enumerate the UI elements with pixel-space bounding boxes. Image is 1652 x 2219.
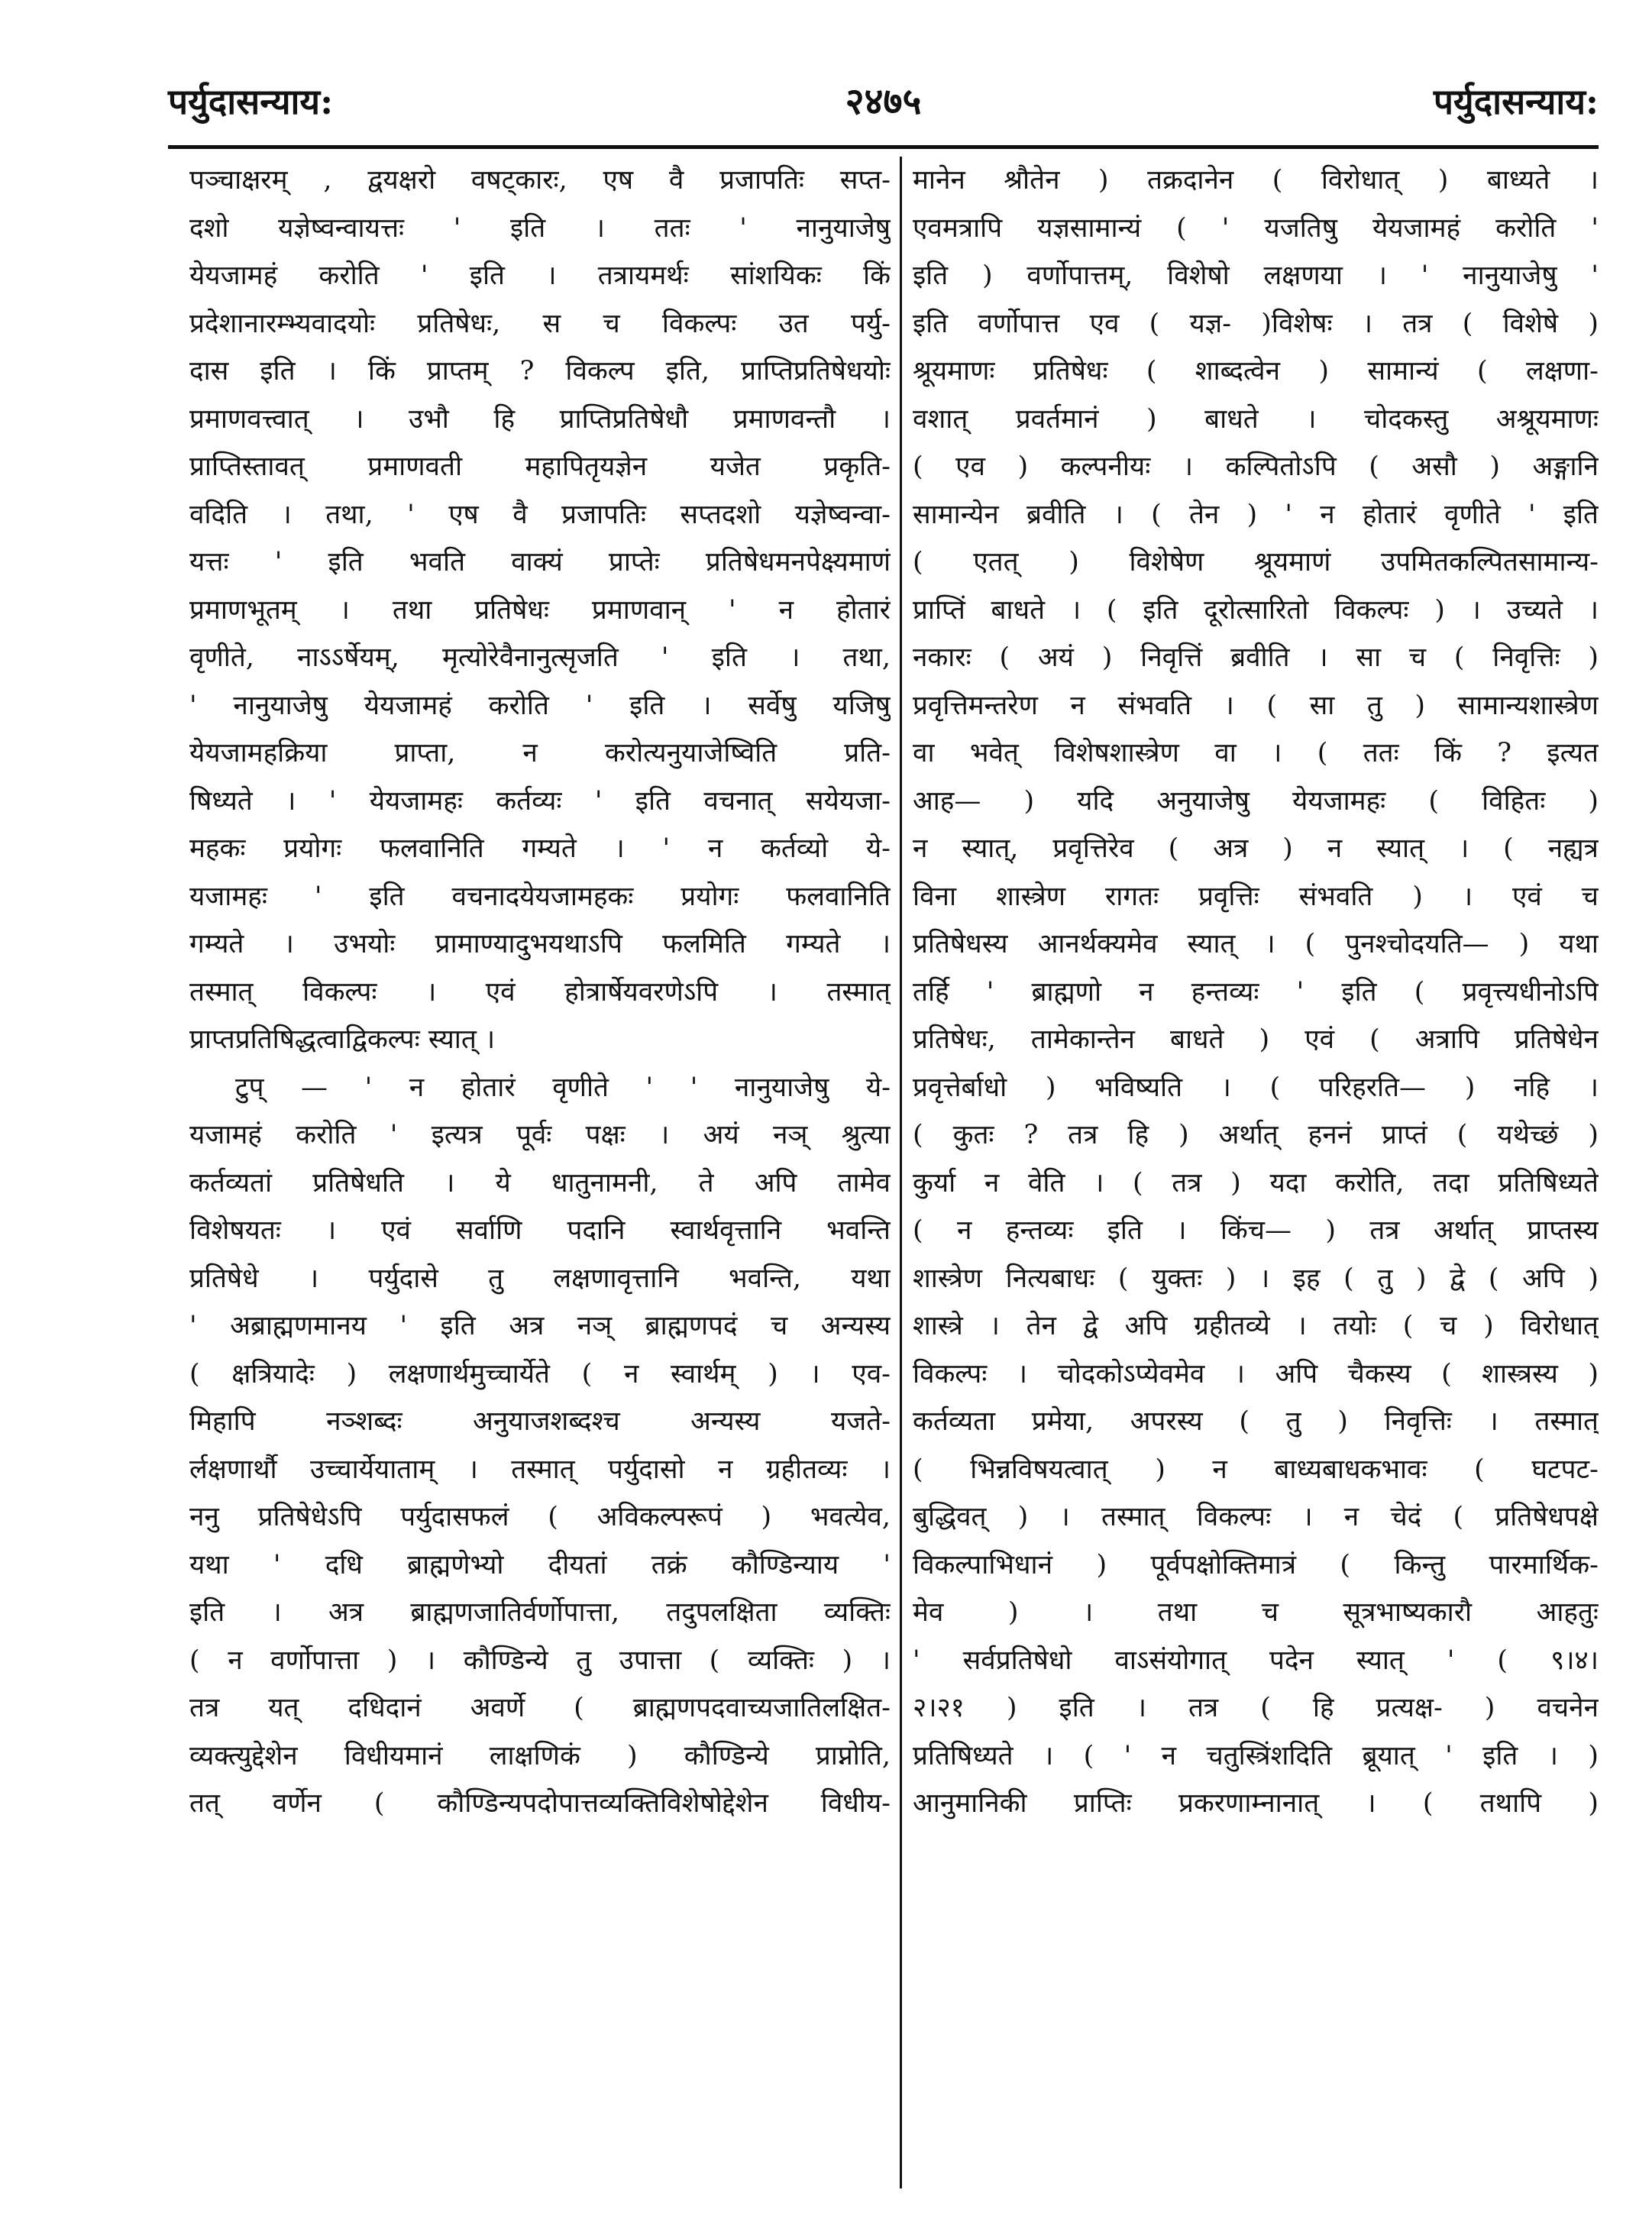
line-text: ' नानुयाजेषु येयजामहं करोति ' इति । सर्वेषु यजिषु xyxy=(189,690,891,721)
text-line xyxy=(913,825,1599,873)
text-line xyxy=(189,1302,891,1350)
line-text: प्राप्तप्रतिषिद्धत्वाद्विकल्पः स्यात् । xyxy=(189,1024,496,1055)
line-text: ननु प्रतिषेधेऽपि पर्युदासफलं ( अविकल्परूपं ) भवत्येव, xyxy=(189,1502,891,1532)
text-line xyxy=(913,300,1599,348)
line-text: कर्तव्यतां प्रतिषेधति । ये धातुनामनी, ते अपि तामेव xyxy=(189,1167,891,1198)
line-text: कर्तव्यता प्रमेया, अपरस्य ( तु ) निवृत्तिः । तस्मात् xyxy=(913,1406,1599,1437)
line-text: इति वर्णोपात्त एव ( यज्ञ- )विशेषः । तत्र ( विशेषे ) xyxy=(913,308,1599,339)
running-title-right: पर्युदासन्याय: xyxy=(1433,81,1599,122)
line-text: मेव ) । तथा च सूत्रभाष्यकारौ आहतुः xyxy=(913,1597,1599,1628)
line-text: ( न हन्तव्यः इति । किंच— ) तत्र अर्थात् प्राप्तस्य xyxy=(913,1215,1599,1246)
line-text: येयजामहं करोति ' इति । तत्रायमर्थः सांशयिकः किं xyxy=(189,260,891,291)
text-line xyxy=(189,1016,891,1064)
text-line xyxy=(913,920,1599,969)
line-text: प्रतिषिध्यते । ( ' न चतुस्त्रिंशदिति ब्रूयात् ' इति । ) xyxy=(913,1740,1599,1771)
line-text: प्रदेशानारम्भ्यवादयोः प्रतिषेधः, स च विकल्पः उत पर्यु- xyxy=(189,308,891,339)
text-line xyxy=(189,1350,891,1399)
text-line xyxy=(913,396,1599,444)
line-text: प्रमाणवत्त्वात् । उभौ हि प्राप्तिप्रतिषेधौ प्रमाणवन्तौ । xyxy=(189,403,891,435)
text-line xyxy=(913,873,1599,921)
text-line xyxy=(189,1541,891,1590)
text-line xyxy=(913,1398,1599,1446)
line-text: प्रतिषेधस्य आनर्थक्यमेव स्यात् । ( पुनश्चोदयति— ) यथा xyxy=(913,929,1599,959)
line-text: व्यक्त्युद्देशेन विधीयमानं लाक्षणिकं ) कौण्डिन्ये प्राप्नोति, xyxy=(189,1740,891,1771)
line-text: टुप् — ' न होतारं वृणीते ' ' नानुयाजेषु ये- xyxy=(235,1072,891,1103)
text-line xyxy=(189,634,891,682)
line-text: प्राप्तिस्तावत् प्रमाणवती महापितृयज्ञेन यजेत प्रकृति- xyxy=(189,451,891,482)
text-line xyxy=(913,1111,1599,1160)
text-line xyxy=(189,1446,891,1494)
line-text: यथा ' दधि ब्राह्मणेभ्यो दीयतां तक्रं कौण्डिन्याय ' xyxy=(189,1549,891,1580)
text-line xyxy=(189,873,891,921)
text-line xyxy=(189,1637,891,1685)
line-text: प्रतिषेधः, तामेकान्तेन बाधते ) एवं ( अत्रापि प्रतिषेधेन xyxy=(913,1024,1599,1055)
line-text: तस्मात् विकल्पः । एवं होत्रार्षेयवरणेऽपि । तस्मात् xyxy=(189,976,891,1008)
text-line xyxy=(189,539,891,587)
text-line xyxy=(913,1446,1599,1494)
text-line xyxy=(913,1207,1599,1255)
line-text: शास्त्रे । तेन द्वे अपि ग्रहीतव्ये । तयोः ( च ) विरोधात् xyxy=(913,1311,1599,1341)
line-text: वा भवेत् विशेषशास्त्रेण वा । ( ततः किं ? इत्यत xyxy=(913,738,1599,768)
text-line xyxy=(189,1684,891,1732)
text-line xyxy=(189,491,891,539)
line-text: र्लक्षणार्थौ उच्चार्येयाताम् । तस्मात् पर्युदासो न ग्रहीतव्यः । xyxy=(189,1454,891,1485)
text-line xyxy=(913,252,1599,300)
text-line xyxy=(913,634,1599,682)
line-text: मिहापि नञ्शब्दः अनुयाजशब्दश्च अन्यस्य यजते- xyxy=(189,1406,891,1437)
text-line xyxy=(913,1732,1599,1781)
text-line xyxy=(189,348,891,396)
line-text: प्राप्तिं बाधते । ( इति दूरोत्सारितो विकल्पः ) । उच्यते । xyxy=(913,594,1599,626)
text-line xyxy=(913,491,1599,539)
line-text: विकल्पाभिधानं ) पूर्वपक्षोक्तिमात्रं ( किन्तु पारमार्थिक- xyxy=(913,1549,1599,1580)
line-text: दास इति । किं प्राप्तम् ? विकल्प इति, प्राप्तिप्रतिषेधयोः xyxy=(189,356,891,387)
text-line xyxy=(189,1207,891,1255)
line-text: यजामहं करोति ' इत्यत्र पूर्वः पक्षः । अयं नञ् श्रुत्या xyxy=(189,1120,891,1150)
text-line xyxy=(913,443,1599,491)
line-text: वशात् प्रवर्तमानं ) बाधते । चोदकस्तु अश्रूयमाणः xyxy=(913,403,1599,435)
line-text: नकारः ( अयं ) निवृत्तिं ब्रवीति । सा च ( निवृत्तिः ) xyxy=(913,642,1599,673)
text-line xyxy=(189,1780,891,1828)
line-text: प्रतिषेधे । पर्युदासे तु लक्षणावृत्तानि भवन्ति, यथा xyxy=(189,1263,891,1294)
column-divider xyxy=(900,157,902,2188)
text-line xyxy=(913,1064,1599,1112)
text-line xyxy=(913,1637,1599,1685)
text-line xyxy=(189,1255,891,1303)
line-text: वृणीते, नाऽऽर्षेयम्, मृत्योरेवैनानुत्सृजति ' इति । तथा, xyxy=(189,642,891,673)
line-text: शास्त्रेण नित्यबाधः ( युक्तः ) । इह ( तु ) द्वे ( अपि ) xyxy=(913,1263,1599,1294)
text-line xyxy=(189,729,891,778)
line-text: बुद्धिवत् ) । तस्मात् विकल्पः । न चेदं ( प्रतिषेधपक्षे xyxy=(913,1502,1599,1532)
line-text: ( कुतः ? तत्र हि ) अर्थात् हननं प्राप्तं ( यथेच्छं ) xyxy=(913,1120,1599,1150)
line-text: प्रवृत्तेर्बाधो ) भविष्यति । ( परिहरति— ) नहि । xyxy=(913,1072,1599,1103)
line-text: कुर्या न वेति । ( तत्र ) यदा करोति, तदा प्रतिषिध्यते xyxy=(913,1167,1599,1198)
line-text: ( क्षत्रियादेः ) लक्षणार्थमुच्चार्येते ( न स्वार्थम् ) । एव- xyxy=(189,1358,891,1389)
line-text: विना शास्त्रेण रागतः प्रवृत्तिः संभवति ) । एवं च xyxy=(913,881,1599,912)
line-text: आनुमानिकी प्राप्तिः प्रकरणाम्नानात् । ( तथापि ) xyxy=(913,1788,1599,1819)
text-line xyxy=(189,252,891,300)
line-text: यजामहः ' इति वचनादयेयजामहकः प्रयोगः फलवानिति xyxy=(189,881,891,912)
line-text: ( एतत् ) विशेषेण श्रूयमाणं उपमितकल्पितसामान्य- xyxy=(913,547,1599,577)
line-text: येयजामहक्रिया प्राप्ता, न करोत्यनुयाजेष्विति प्रति- xyxy=(189,738,891,768)
text-line xyxy=(189,1732,891,1781)
line-text: न स्यात्, प्रवृत्तिरेव ( अत्र ) न स्यात् । ( नह्यत्र xyxy=(913,833,1599,864)
text-line xyxy=(189,1160,891,1208)
line-text: तत्र यत् दधिदानं अवर्णे ( ब्राह्मणपदवाच्यजातिलक्षित- xyxy=(189,1693,891,1723)
line-text: ' अब्राह्मणमानय ' इति अत्र नञ् ब्राह्मणपदं च अन्यस्य xyxy=(189,1311,891,1341)
line-text: गम्यते । उभयोः प्रामाण्यादुभयथाऽपि फलमिति गम्यते । xyxy=(189,929,891,959)
text-line xyxy=(189,587,891,635)
text-line xyxy=(189,1493,891,1541)
text-line xyxy=(913,348,1599,396)
text-line xyxy=(913,539,1599,587)
text-line xyxy=(913,1016,1599,1064)
text-line xyxy=(913,1589,1599,1637)
line-text: एवमत्रापि यज्ञसामान्यं ( ' यजतिषु येयजामहं करोति ' xyxy=(913,212,1599,244)
text-line xyxy=(189,1064,891,1112)
line-text: पञ्चाक्षरम् , द्वयक्षरो वषट्कारः, एष वै प्रजापतिः सप्त- xyxy=(189,165,891,196)
text-line xyxy=(189,1398,891,1446)
left-column xyxy=(189,157,891,2188)
text-line xyxy=(913,1350,1599,1399)
line-text: महकः प्रयोगः फलवानिति गम्यते । ' न कर्तव्यो ये- xyxy=(189,833,891,864)
line-text: विशेषयतः । एवं सर्वाणि पदानि स्वार्थवृत्तानि भवन्ति xyxy=(189,1215,891,1246)
text-line xyxy=(913,1541,1599,1590)
text-line xyxy=(913,205,1599,253)
text-line xyxy=(913,1684,1599,1732)
running-title-left: पर्युदासन्याय: xyxy=(168,81,334,122)
text-line xyxy=(189,1589,891,1637)
text-line xyxy=(913,1255,1599,1303)
line-text: आह— ) यदि अनुयाजेषु येयजामहः ( विहितः ) xyxy=(913,785,1599,817)
header-rule xyxy=(168,145,1599,149)
line-text: मानेन श्रौतेन ) तक्रदानेन ( विरोधात् ) बाध्यते । xyxy=(913,165,1599,196)
right-column xyxy=(913,157,1599,2188)
line-text: प्रवृत्तिमन्तरेण न संभवति । ( सा तु ) सामान्यशास्त्रेण xyxy=(913,690,1599,721)
line-text: वदिति । तथा, ' एष वै प्रजापतिः सप्तदशो यज्ञेष्वन्वा- xyxy=(189,499,891,530)
page-number: २४७५ xyxy=(845,80,922,123)
text-line xyxy=(189,157,891,205)
line-text: ' सर्वप्रतिषेधो वाऽसंयोगात् पदेन स्यात् ' ( ९।४। xyxy=(913,1645,1599,1676)
text-line xyxy=(913,682,1599,730)
text-line xyxy=(189,778,891,826)
text-line xyxy=(913,778,1599,826)
text-line xyxy=(913,1160,1599,1208)
line-text: विकल्पः । चोदकोऽप्येवमेव । अपि चैकस्य ( शास्त्रस्य ) xyxy=(913,1358,1599,1389)
line-text: इति । अत्र ब्राह्मणजातिर्वर्णोपात्ता, तदुपलक्षिता व्यक्तिः xyxy=(189,1597,891,1628)
line-text: ( भिन्नविषयत्वात् ) न बाध्यबाधकभावः ( घटपट- xyxy=(913,1454,1599,1485)
text-line xyxy=(189,969,891,1017)
text-line xyxy=(913,1493,1599,1541)
line-text: सामान्येन ब्रवीति । ( तेन ) ' न होतारं वृणीते ' इति xyxy=(913,499,1599,530)
line-text: यत्तः ' इति भवति वाक्यं प्राप्तेः प्रतिषेधमनपेक्ष्यमाणं xyxy=(189,547,891,577)
line-text: श्रूयमाणः प्रतिषेधः ( शाब्दत्वेन ) सामान्यं ( लक्षणा- xyxy=(913,356,1599,387)
text-line xyxy=(189,300,891,348)
page-header xyxy=(168,67,1599,136)
line-text: ( एव ) कल्पनीयः । कल्पितोऽपि ( असौ ) अङ्गानि xyxy=(913,451,1599,482)
text-line xyxy=(913,729,1599,778)
line-text: २।२१ ) इति । तत्र ( हि प्रत्यक्ष- ) वचनेन xyxy=(913,1693,1599,1723)
text-line xyxy=(189,443,891,491)
text-line xyxy=(913,587,1599,635)
text-line xyxy=(913,157,1599,205)
text-line xyxy=(189,825,891,873)
text-line xyxy=(189,205,891,253)
text-line xyxy=(189,1111,891,1160)
text-line xyxy=(189,396,891,444)
line-text: प्रमाणभूतम् । तथा प्रतिषेधः प्रमाणवान् ' न होतारं xyxy=(189,594,891,626)
text-line xyxy=(913,969,1599,1017)
text-line xyxy=(189,682,891,730)
line-text: तत् वर्णेन ( कौण्डिन्यपदोपात्तव्यक्तिविशेषोद्देशेन विधीय- xyxy=(189,1788,891,1819)
line-text: ( न वर्णोपात्ता ) । कौण्डिन्ये तु उपात्ता ( व्यक्तिः ) । xyxy=(189,1645,891,1676)
line-text: इति ) वर्णोपात्तम्, विशेषो लक्षणया । ' नानुयाजेषु ' xyxy=(913,260,1599,291)
line-text: दशो यज्ञेष्वन्वायत्तः ' इति । ततः ' नानुयाजेषु xyxy=(189,212,891,244)
text-line xyxy=(913,1302,1599,1350)
line-text: तर्हि ' ब्राह्मणो न हन्तव्यः ' इति ( प्रवृत्त्यधीनोऽपि xyxy=(913,976,1599,1008)
text-line xyxy=(913,1780,1599,1828)
text-line xyxy=(189,920,891,969)
line-text: षिध्यते । ' येयजामहः कर्तव्यः ' इति वचनात् सयेयजा- xyxy=(189,785,891,817)
